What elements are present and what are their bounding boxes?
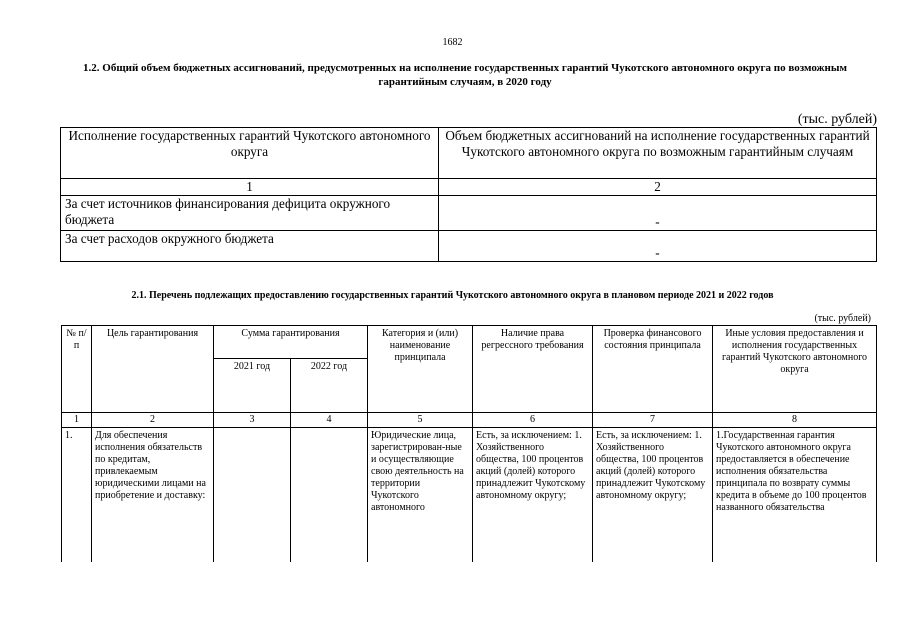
row-purpose: Для обеспечения исполнения обязательств по кредитам, привлекаемым юридическими лицами на приобретение и доставку: — [92, 428, 214, 563]
table-header-row — [61, 128, 877, 179]
header-check: Проверка финансового состояния принципала — [593, 326, 713, 413]
section1-unit: (тыс. рублей) — [797, 112, 877, 127]
column-number: 8 — [713, 413, 877, 428]
row-regress: Есть, за исключением: 1. Хозяйственного общества, 100 процентов акций (долей) которого принадлежит Чукотскому автономному округу; — [473, 428, 593, 563]
guarantee-list-table — [61, 325, 877, 562]
column-number: 1 — [62, 413, 92, 428]
header-sum: Сумма гарантирования — [214, 326, 368, 359]
header-year-2022: 2022 год — [291, 359, 368, 413]
column-number: 6 — [473, 413, 593, 428]
table-row — [61, 231, 877, 262]
row-category: Юридические лица, зарегистрирован-ные и осуществляющие свою деятельность на территории Чукотского автономного — [368, 428, 473, 563]
header-volume: Объем бюджетных ассигнований на исполнение государственных гарантий Чукотского автономного округа по возможным гарантийным случаям — [439, 128, 877, 179]
header-purpose: Цель гарантирования — [92, 326, 214, 413]
header-other: Иные условия предоставления и исполнения государственных гарантий Чукотского автономного округа — [713, 326, 877, 413]
table-row — [61, 196, 877, 231]
row-other: 1.Государственная гарантия Чукотского автономного округа предоставляется в обеспечение исполнения обязательства принципала по возврату суммы кредита в объеме до 100 процентов названного обязательства — [713, 428, 877, 563]
section1-title: 1.2. Общий объем бюджетных ассигнований, предусмотренных на исполнение государственных гарантий Чукотского автономного округа по возможным гарантийным случаям, в 2020 году — [83, 62, 847, 88]
column-number: 1 — [61, 179, 439, 196]
section2-title: 2.1. Перечень подлежащих предоставлению государственных гарантий Чукотского автономного округа в плановом периоде 2021 и 2022 годов — [131, 290, 774, 301]
column-number: 4 — [291, 413, 368, 428]
column-number: 3 — [214, 413, 291, 428]
row-sum-2022 — [291, 428, 368, 563]
column-number: 7 — [593, 413, 713, 428]
column-number-row — [61, 179, 877, 196]
page-number: 1682 — [442, 37, 463, 48]
column-number-row — [62, 413, 877, 428]
section2-unit: (тыс. рублей) — [814, 313, 871, 324]
table-header-row — [62, 326, 877, 359]
row-value: - — [439, 196, 877, 231]
row-check: Есть, за исключением: 1. Хозяйственного общества, 100 процентов акций (долей) которого принадлежит Чукотскому автономному округу; — [593, 428, 713, 563]
column-number: 5 — [368, 413, 473, 428]
header-execution: Исполнение государственных гарантий Чукотского автономного округа — [61, 128, 439, 179]
header-regress: Наличие права регрессного требования — [473, 326, 593, 413]
header-year-2021: 2021 год — [214, 359, 291, 413]
header-num: № п/п — [62, 326, 92, 413]
guarantee-funding-table — [60, 127, 877, 262]
row-sum-2021 — [214, 428, 291, 563]
header-category: Категория и (или) наименование принципала — [368, 326, 473, 413]
row-num: 1. — [62, 428, 92, 563]
column-number: 2 — [92, 413, 214, 428]
row-value: - — [439, 231, 877, 262]
row-source: За счет расходов окружного бюджета — [61, 231, 439, 262]
row-source: За счет источников финансирования дефицита окружного бюджета — [61, 196, 439, 231]
column-number: 2 — [439, 179, 877, 196]
table-row — [62, 428, 877, 563]
